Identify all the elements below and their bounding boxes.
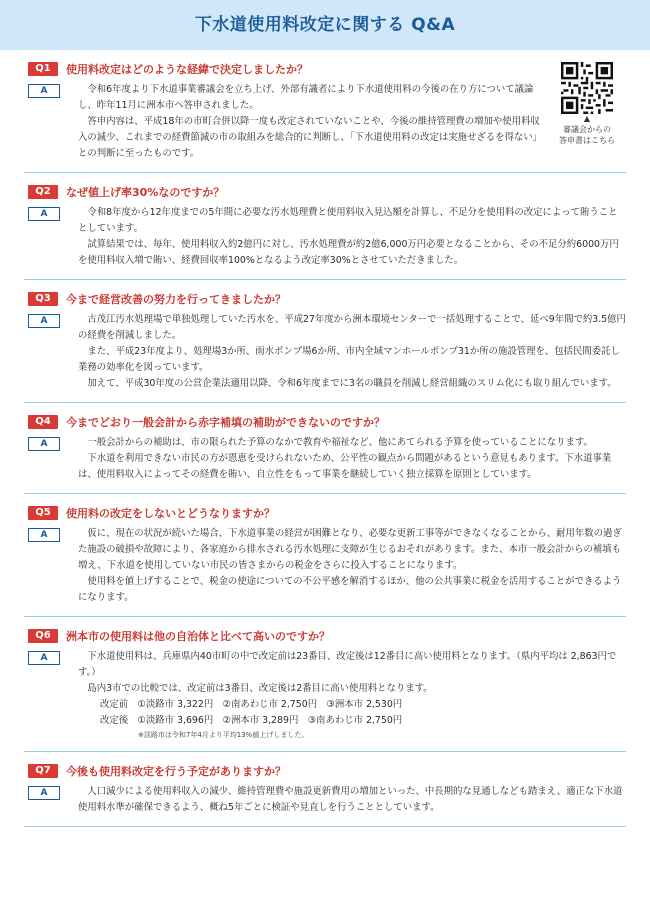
question-badge: Q7 [28, 764, 58, 778]
qa-item-1 [0, 60, 650, 162]
question-badge: Q3 [28, 292, 58, 306]
answer-body [78, 312, 626, 392]
ranking-before: 改定前 ①淡路市 3,322円 ②南あわじ市 2,750円 ③洲本市 2,530円 [100, 699, 403, 710]
answer-badge: A [28, 528, 60, 542]
qa-item-7 [0, 762, 650, 816]
footnote: ※淡路市は令和7年4月より平均13%値上げしました。 [138, 731, 309, 739]
section-divider [24, 616, 626, 617]
qr-code-block[interactable] [556, 62, 618, 146]
answer-body [78, 526, 626, 606]
answer-paragraph: 島内3市での比較では、改定前は3番目、改定後は2番目に高い使用料となります。 [87, 683, 433, 694]
answer-badge: A [28, 651, 60, 665]
qa-list [0, 60, 650, 837]
answer-paragraph: 一般会計からの補助は、市の限られた予算のなかで教育や福祉など、他にあてられる予算を使っていることになります。 [87, 437, 593, 448]
answer-body [78, 784, 626, 816]
question-text: 洲本市の使用料は他の自治体と比べて高いのですか？ [66, 630, 330, 643]
answer-row [28, 205, 626, 269]
answer-paragraph: 令和6年度より下水道事業審議会を立ち上げ、外部有識者により下水道使用料の今後の在り方について議論し、昨年11月に洲本市へ答申されました。 [78, 84, 534, 111]
qr-code-icon[interactable] [561, 62, 613, 114]
question-text: 今までどおり一般会計から赤字補填の補助ができないのですか？ [66, 416, 385, 429]
question-badge: Q5 [28, 506, 58, 520]
question-text: 今まで経営改善の努力を行ってきましたか？ [66, 293, 286, 306]
qa-item-6 [0, 627, 650, 741]
question-badge: Q6 [28, 629, 58, 643]
answer-badge: A [28, 84, 60, 98]
answer-paragraph: 古茂江汚水処理場で単独処理していた汚水を、平成27年度から洲本環境センターで一括処理することで、延べ9年間で約3.5億円の経費を削減しました。 [78, 314, 626, 341]
answer-paragraph: 令和8年度から12年度までの5年間に必要な汚水処理費と使用料収入見込額を計算し、不足分を使用料の改定によって賄うこととしています。 [78, 207, 618, 234]
answer-row [28, 649, 626, 741]
qr-arrow-icon: ▲ [583, 114, 591, 123]
answer-paragraph: 加えて、平成30年度の公営企業法適用以降、令和6年度までに3名の職員を削減し経営組織のスリム化にも取り組んでいます。 [87, 378, 617, 389]
question-badge: Q2 [28, 185, 58, 199]
question-row [28, 183, 626, 201]
answer-body [78, 82, 548, 162]
question-row [28, 60, 626, 78]
question-row [28, 627, 626, 645]
question-row [28, 504, 626, 522]
answer-row [28, 435, 626, 483]
answer-paragraph: 使用料を値上げすることで、税金の使途についての不公平感を解消するほか、他の公共事業に税金を活用することができるようになります。 [78, 576, 622, 603]
qa-item-4 [0, 413, 650, 483]
section-divider [24, 493, 626, 494]
ranking-after: 改定後 ①淡路市 3,696円 ②洲本市 3,289円 ③南あわじ市 2,750円 [100, 715, 403, 726]
answer-paragraph: 下水道を利用できない市民の方が恩恵を受けられないため、公平性の観点から問題があるという意見もあります。下水道事業は、使用料収入によってその経費を賄い、自立性をもって事業を継続していく独立採算を原則としています。 [78, 453, 612, 480]
answer-paragraph: また、平成23年度より、処理場3か所、雨水ポンプ場6か所、市内全域マンホールポンプ31か所の施設管理を、包括民間委託し業務の効率化を図っています。 [78, 346, 620, 373]
answer-row [28, 784, 626, 816]
question-text: 使用料改定はどのような経緯で決定しましたか？ [66, 63, 308, 76]
answer-paragraph: 試算結果では、毎年、使用料収入約2億円に対し、汚水処理費が約2億6,000万円必要となることから、その不足分約6000万円を使用料収入増で賄い、経費回収率100%となるよう改定率30%とさせていただきました。 [78, 239, 619, 266]
answer-badge: A [28, 786, 60, 800]
section-divider [24, 402, 626, 403]
page-title: 下水道使用料改定に関する Q&A [194, 15, 456, 35]
qr-caption: 審議会からの [563, 125, 611, 134]
question-row [28, 762, 626, 780]
section-divider [24, 279, 626, 280]
section-divider [24, 826, 626, 827]
question-text: 使用料の改定をしないとどうなりますか？ [66, 507, 275, 520]
section-divider [24, 172, 626, 173]
answer-badge: A [28, 437, 60, 451]
answer-body [78, 205, 626, 269]
answer-badge: A [28, 314, 60, 328]
answer-paragraph: 答申内容は、平成18年の市町合併以降一度も改定されていないことや、今後の維持管理費の増加や使用料収入の減少、これまでの経費節減の市の取組みを総合的に判断し、「下水道使用料の改定は実施せざるを得ない」との判断に至ったものです。 [78, 116, 543, 159]
answer-paragraph: 下水道使用料は、兵庫県内40市町の中で改定前は23番目、改定後は12番目に高い使用料となります。（県内平均は 2,863円です。） [78, 651, 617, 678]
page-header [0, 0, 650, 50]
question-badge: Q1 [28, 62, 58, 76]
section-divider [24, 751, 626, 752]
answer-row [28, 526, 626, 606]
qa-item-2 [0, 183, 650, 269]
answer-paragraph: 仮に、現在の状況が続いた場合、下水道事業の経営が困難となり、必要な更新工事等ができなくなることから、耐用年数の過ぎた施設の破損や故障により、各家庭から排水される汚水処理に支障が生じるおそれがあります。また、本市一般会計からの補填も増え、下水道を使用していない市民の皆さまからの税金をさらに投入することになります。 [78, 528, 622, 571]
qr-caption: 答申書はこちら [559, 136, 615, 145]
answer-row [28, 312, 626, 392]
answer-body [78, 649, 626, 741]
qa-item-5 [0, 504, 650, 606]
answer-body [78, 435, 626, 483]
question-text: 今後も使用料改定を行う予定がありますか？ [66, 765, 286, 778]
answer-paragraph: 人口減少による使用料収入の減少、維持管理費や施設更新費用の増加といった、中長期的な見通しなども踏まえ、適正な下水道使用料水準が確保できるよう、概ね5年ごとに検証や見直しを行うこととしています。 [78, 786, 623, 813]
question-text: なぜ値上げ率30%なのですか？ [66, 186, 225, 199]
question-badge: Q4 [28, 415, 58, 429]
question-row [28, 290, 626, 308]
answer-row [28, 82, 626, 162]
answer-badge: A [28, 207, 60, 221]
question-row [28, 413, 626, 431]
qa-item-3 [0, 290, 650, 392]
